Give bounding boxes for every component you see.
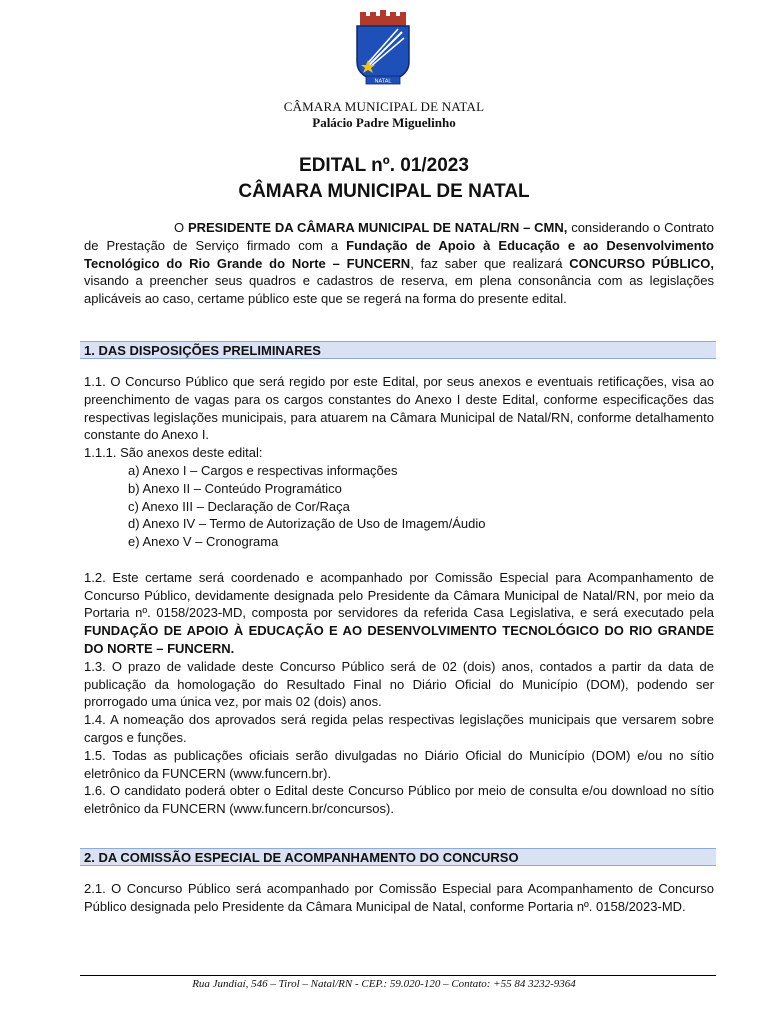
annex-list bbox=[84, 462, 714, 551]
coat-of-arms-icon bbox=[352, 10, 414, 88]
intro-paragraph bbox=[84, 219, 714, 308]
intro-text-1: O bbox=[174, 220, 188, 235]
paragraph-1-2 bbox=[84, 569, 714, 658]
paragraph-1-1: 1.1. O Concurso Público que será regido por este Edital, por seus anexos e eventuais retificações, visa ao preenchimento de vagas para os cargos constantes do Anexo I deste Edital, conforme especificações das respectivas legislações municipais, para atuarem na Câmara Municipal de Natal/RN, conforme detalhamento constante do Anexo I. bbox=[84, 374, 714, 443]
intro-text-2: considerando o Contrato de Prestação de Serviço firmado com a bbox=[84, 220, 714, 253]
intro-bold-3: CONCURSO PÚBLICO, bbox=[569, 255, 715, 271]
paragraph-1-5: 1.5. Todas as publicações oficiais serão divulgadas no Diário Oficial do Município (DOM) e/ou no sítio eletrônico da FUNCERN (www.funcern.br). bbox=[84, 747, 714, 781]
title-line-2: CÂMARA MUNICIPAL DE NATAL bbox=[238, 181, 530, 202]
paragraph-1-1-1: 1.1.1. São anexos deste edital: bbox=[84, 445, 263, 461]
annex-item: e) Anexo V – Cronograma bbox=[128, 534, 279, 550]
footer-address: Rua Jundiaí, 546 – Tirol – Natal/RN - CEP.: 59.020-120 – Contato: +55 84 3232-9364 bbox=[192, 978, 576, 990]
intro-text-4: visando a preencher seus quadros e cadastros de reserva, em plena consonância com as legislações aplicáveis ao caso, certame público este que se regerá na forma do presente edital. bbox=[84, 273, 714, 307]
annex-item: c) Anexo III – Declaração de Cor/Raça bbox=[128, 498, 350, 514]
paragraph-1-3: 1.3. O prazo de validade deste Concurso Público será de 02 (dois) anos, contados a partir da data de publicação da homologação do Resultado Final no Diário Oficial do Município (DOM), podendo ser prorrogado uma única vez, por mais 02 (dois) anos. bbox=[84, 658, 714, 710]
paragraph-1-4: 1.4. A nomeação dos aprovados será regida pelas respectivas legislações municipais que versarem sobre cargos e funções. bbox=[84, 712, 714, 745]
footer-divider bbox=[80, 975, 716, 976]
section-2-body bbox=[84, 880, 714, 916]
palace-name: Palácio Padre Miguelinho bbox=[312, 115, 456, 130]
section-1-body bbox=[84, 373, 714, 818]
annex-item: b) Anexo II – Conteúdo Programático bbox=[128, 480, 342, 496]
intro-bold-2: Fundação de Apoio à Educação e ao Desenvolvimento Tecnológico do Rio Grande do Norte – FUNCERN bbox=[84, 237, 714, 271]
section-2-heading: 2. DA COMISSÃO ESPECIAL DE ACOMPANHAMENTO DO CONCURSO bbox=[80, 848, 716, 866]
annex-item: d) Anexo IV – Termo de Autorização de Uso de Imagem/Áudio bbox=[128, 516, 486, 532]
organization-header bbox=[0, 99, 768, 131]
paragraph-1-2-text: 1.2. Este certame será coordenado e acompanhado por Comissão Especial para Acompanhamento de Concurso Público, devidamente designada pelo Presidente da Câmara Municipal de Natal/RN, por meio da Portaria nº. 0158/2023-MD, composta por servidores da referida Casa Legislativa, e será executado pela bbox=[84, 569, 714, 621]
paragraph-1-2-bold: FUNDAÇÃO DE APOIO À EDUCAÇÃO E AO DESENVOLVIMENTO TECNOLÓGICO DO RIO GRANDE DO NORTE – FUNCERN. bbox=[84, 623, 714, 656]
edital-title bbox=[0, 153, 768, 205]
crest-label: NATAL bbox=[374, 78, 392, 85]
org-name: CÂMARA MUNICIPAL DE NATAL bbox=[283, 99, 485, 114]
paragraph-1-6: 1.6. O candidato poderá obter o Edital deste Concurso Público por meio de consulta e/ou download no sítio eletrônico da FUNCERN (www.funcern.br/concursos). bbox=[84, 783, 714, 817]
intro-text-3: , faz saber que realizará bbox=[410, 255, 570, 271]
section-1-heading: 1. DAS DISPOSIÇÕES PRELIMINARES bbox=[80, 341, 716, 359]
paragraph-2-1: 2.1. O Concurso Público será acompanhado por Comissão Especial para Acompanhamento de Concurso Público designada pelo Presidente da Câmara Municipal de Natal, conforme Portaria nº. 0158/2023-MD. bbox=[84, 881, 714, 914]
annex-item: a) Anexo I – Cargos e respectivas informações bbox=[128, 462, 398, 478]
title-line-1: EDITAL nº. 01/2023 bbox=[299, 155, 469, 176]
intro-bold-1: PRESIDENTE DA CÂMARA MUNICIPAL DE NATAL/RN – CMN, bbox=[187, 220, 568, 235]
